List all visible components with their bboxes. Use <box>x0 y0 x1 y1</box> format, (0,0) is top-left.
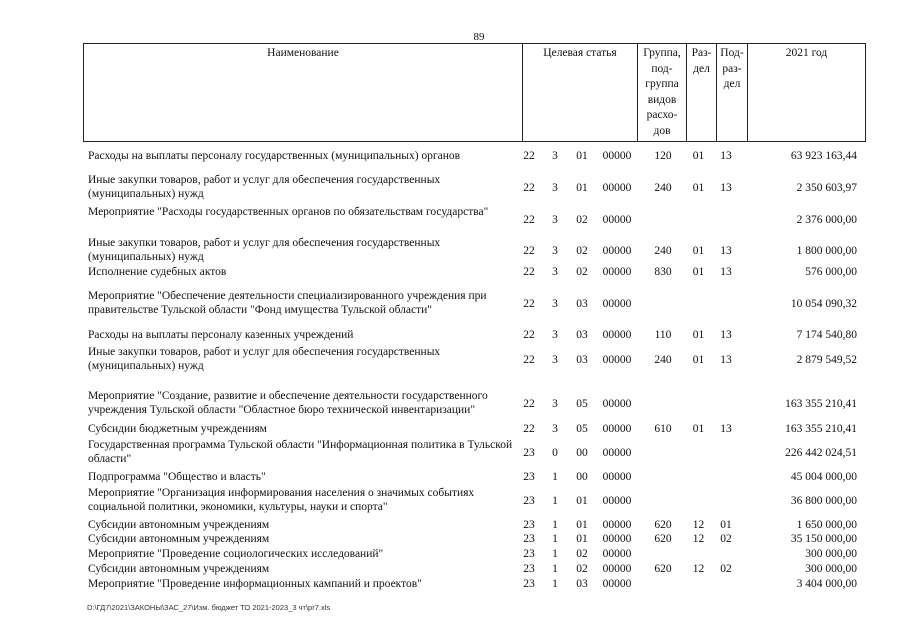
row-c1: 22 <box>523 245 535 257</box>
row-c1: 22 <box>523 354 535 366</box>
row-c2: 0 <box>552 447 558 459</box>
row-c2: 3 <box>552 423 558 435</box>
row-prz: 13 <box>720 266 732 278</box>
row-c3: 03 <box>576 329 588 341</box>
row-c4: 00000 <box>602 214 632 226</box>
row-c2: 3 <box>552 266 558 278</box>
row-c2: 3 <box>552 245 558 257</box>
row-c3: 01 <box>576 182 588 194</box>
row-amt: 2 376 000,00 <box>796 214 857 226</box>
row-rz: 01 <box>692 150 705 162</box>
row-c2: 3 <box>552 298 558 310</box>
row-name: Государственная программа Тульской области "Информационная политика в Тульской области" <box>88 439 513 465</box>
row-name: Мероприятие "Проведение социологических исследований" <box>88 548 384 560</box>
row-c3: 02 <box>576 214 588 226</box>
row-c1: 23 <box>523 447 535 459</box>
row-name: Подпрограмма "Общество и власть" <box>88 471 266 483</box>
row-c3: 01 <box>576 519 588 531</box>
row-c2: 1 <box>552 533 558 545</box>
row-name: Субсидии автономным учреждениям <box>88 563 270 575</box>
row-c3: 02 <box>576 266 588 278</box>
header-expense-group: Группа, под- группа видов расхо- дов <box>638 44 687 142</box>
row-c2: 3 <box>552 150 558 162</box>
row-rz: 01 <box>692 423 705 435</box>
row-name: Субсидии автономным учреждениям <box>88 519 270 531</box>
row-amt: 226 442 024,51 <box>785 447 857 459</box>
row-c2: 3 <box>552 214 558 226</box>
row-amt: 36 800 000,00 <box>790 495 857 507</box>
row-c1: 22 <box>523 398 535 410</box>
row-c2: 1 <box>552 548 558 560</box>
row-amt: 2 879 549,52 <box>796 354 857 366</box>
row-name: Мероприятие "Расходы государственных органов по обязательствам государства" <box>88 206 489 218</box>
row-name: Расходы на выплаты персоналу государственных (муниципальных) органов <box>88 150 461 162</box>
header-name: Наименование <box>84 44 523 142</box>
row-c1: 23 <box>523 563 535 575</box>
row-c2: 1 <box>552 471 558 483</box>
header-target-article: Целевая статья <box>523 44 638 142</box>
row-grp: 240 <box>654 182 672 194</box>
footer-file-path: D:\ГД7\2021\ЗАКОНЫ\ЗАС_27\Изм. бюджет ТО 2021-2023_3 чт\pr7.xls <box>87 603 331 612</box>
row-amt: 300 000,00 <box>805 548 857 560</box>
row-prz: 13 <box>720 423 732 435</box>
row-amt: 163 355 210,41 <box>785 398 857 410</box>
row-amt: 45 004 000,00 <box>790 471 857 483</box>
row-rz: 01 <box>692 329 705 341</box>
row-c4: 00000 <box>602 398 632 410</box>
row-c1: 23 <box>523 533 535 545</box>
row-name: Иные закупки товаров, работ и услуг для обеспечения государственных (муниципальных) нужд <box>88 237 441 263</box>
row-grp: 240 <box>654 354 672 366</box>
row-amt: 576 000,00 <box>805 266 857 278</box>
page-number: 89 <box>473 31 485 43</box>
row-prz: 13 <box>720 182 732 194</box>
row-amt: 3 404 000,00 <box>796 578 857 590</box>
row-name: Исполнение судебных актов <box>88 266 227 278</box>
row-name: Мероприятие "Обеспечение деятельности специализированного учреждения при правительстве Тульской области "Фонд имущества Тульской области" <box>88 290 487 316</box>
row-c3: 05 <box>576 423 588 435</box>
row-rz: 01 <box>692 354 705 366</box>
row-amt: 35 150 000,00 <box>790 533 857 545</box>
row-c1: 23 <box>523 495 535 507</box>
row-rz: 01 <box>692 182 705 194</box>
row-c3: 01 <box>576 495 588 507</box>
header-section: Раз- дел <box>687 44 717 142</box>
row-c3: 01 <box>576 533 588 545</box>
row-c1: 22 <box>523 298 535 310</box>
row-name: Мероприятие "Создание, развитие и обеспечение деятельности государственного учреждения Тульской области "Областное бюро технической инвентаризации" <box>88 390 488 416</box>
row-name: Иные закупки товаров, работ и услуг для обеспечения государственных (муниципальных) нужд <box>88 174 441 200</box>
row-c3: 03 <box>576 578 588 590</box>
row-c4: 00000 <box>602 266 632 278</box>
row-grp: 110 <box>654 329 672 341</box>
row-rz: 12 <box>692 563 705 575</box>
header-year: 2021 год <box>748 44 866 142</box>
row-c4: 00000 <box>602 578 632 590</box>
row-c4: 00000 <box>602 563 632 575</box>
row-c4: 00000 <box>602 245 632 257</box>
row-amt: 63 923 163,44 <box>790 150 857 162</box>
row-name: Расходы на выплаты персоналу казенных учреждений <box>88 329 354 341</box>
row-prz: 13 <box>720 354 732 366</box>
row-c1: 22 <box>523 182 535 194</box>
row-c2: 3 <box>552 354 558 366</box>
row-name: Субсидии бюджетным учреждениям <box>88 423 267 435</box>
row-c3: 03 <box>576 354 588 366</box>
row-c1: 22 <box>523 423 535 435</box>
row-c1: 22 <box>523 266 535 278</box>
row-name: Мероприятие "Организация информирования населения о значимых событиях социальной политики, экономики, культуры, науки и спорта" <box>88 487 475 513</box>
row-c4: 00000 <box>602 329 632 341</box>
row-rz: 01 <box>692 266 705 278</box>
row-name: Мероприятие "Проведение информационных кампаний и проектов" <box>88 578 422 590</box>
row-rz: 01 <box>692 245 705 257</box>
row-c4: 00000 <box>602 423 632 435</box>
row-c3: 03 <box>576 298 588 310</box>
row-name: Субсидии автономным учреждениям <box>88 533 270 545</box>
row-rz: 12 <box>692 519 705 531</box>
row-c2: 1 <box>552 563 558 575</box>
row-c1: 23 <box>523 519 535 531</box>
row-c4: 00000 <box>602 471 632 483</box>
row-c4: 00000 <box>602 519 632 531</box>
row-c1: 23 <box>523 471 535 483</box>
header-subsection: Под- раз- дел <box>717 44 748 142</box>
row-grp: 610 <box>654 423 672 435</box>
row-name: Иные закупки товаров, работ и услуг для обеспечения государственных (муниципальных) нужд <box>88 346 441 372</box>
row-amt: 10 054 090,32 <box>790 298 857 310</box>
row-c4: 00000 <box>602 150 632 162</box>
row-amt: 7 174 540,80 <box>796 329 857 341</box>
row-grp: 240 <box>654 245 672 257</box>
row-amt: 1 650 000,00 <box>796 519 857 531</box>
row-c4: 00000 <box>602 447 632 459</box>
row-c3: 00 <box>576 471 588 483</box>
row-c3: 02 <box>576 548 588 560</box>
row-prz: 13 <box>720 245 732 257</box>
row-c1: 22 <box>523 329 535 341</box>
row-amt: 2 350 603,97 <box>796 182 857 194</box>
row-grp: 620 <box>654 533 672 545</box>
row-c2: 1 <box>552 578 558 590</box>
row-c2: 1 <box>552 495 558 507</box>
row-c4: 00000 <box>602 495 632 507</box>
row-prz: 02 <box>720 533 732 545</box>
row-c3: 02 <box>576 245 588 257</box>
row-grp: 830 <box>654 266 672 278</box>
row-prz: 01 <box>720 519 732 531</box>
row-c2: 3 <box>552 329 558 341</box>
row-grp: 120 <box>654 150 672 162</box>
row-c3: 05 <box>576 398 588 410</box>
table-header <box>83 43 866 142</box>
row-c1: 22 <box>523 150 535 162</box>
row-c4: 00000 <box>602 548 632 560</box>
row-c3: 00 <box>576 447 588 459</box>
row-c3: 02 <box>576 563 588 575</box>
row-c3: 01 <box>576 150 588 162</box>
row-c1: 22 <box>523 214 535 226</box>
row-prz: 13 <box>720 150 732 162</box>
row-prz: 02 <box>720 563 732 575</box>
row-c2: 1 <box>552 519 558 531</box>
row-c4: 00000 <box>602 298 632 310</box>
row-c2: 3 <box>552 398 558 410</box>
row-c1: 23 <box>523 548 535 560</box>
row-grp: 620 <box>654 519 672 531</box>
row-amt: 300 000,00 <box>805 563 857 575</box>
row-amt: 1 800 000,00 <box>796 245 857 257</box>
row-amt: 163 355 210,41 <box>785 423 857 435</box>
row-c4: 00000 <box>602 182 632 194</box>
row-c4: 00000 <box>602 533 632 545</box>
row-c4: 00000 <box>602 354 632 366</box>
row-rz: 12 <box>692 533 705 545</box>
row-prz: 13 <box>720 329 732 341</box>
row-c1: 23 <box>523 578 535 590</box>
row-c2: 3 <box>552 182 558 194</box>
row-grp: 620 <box>654 563 672 575</box>
